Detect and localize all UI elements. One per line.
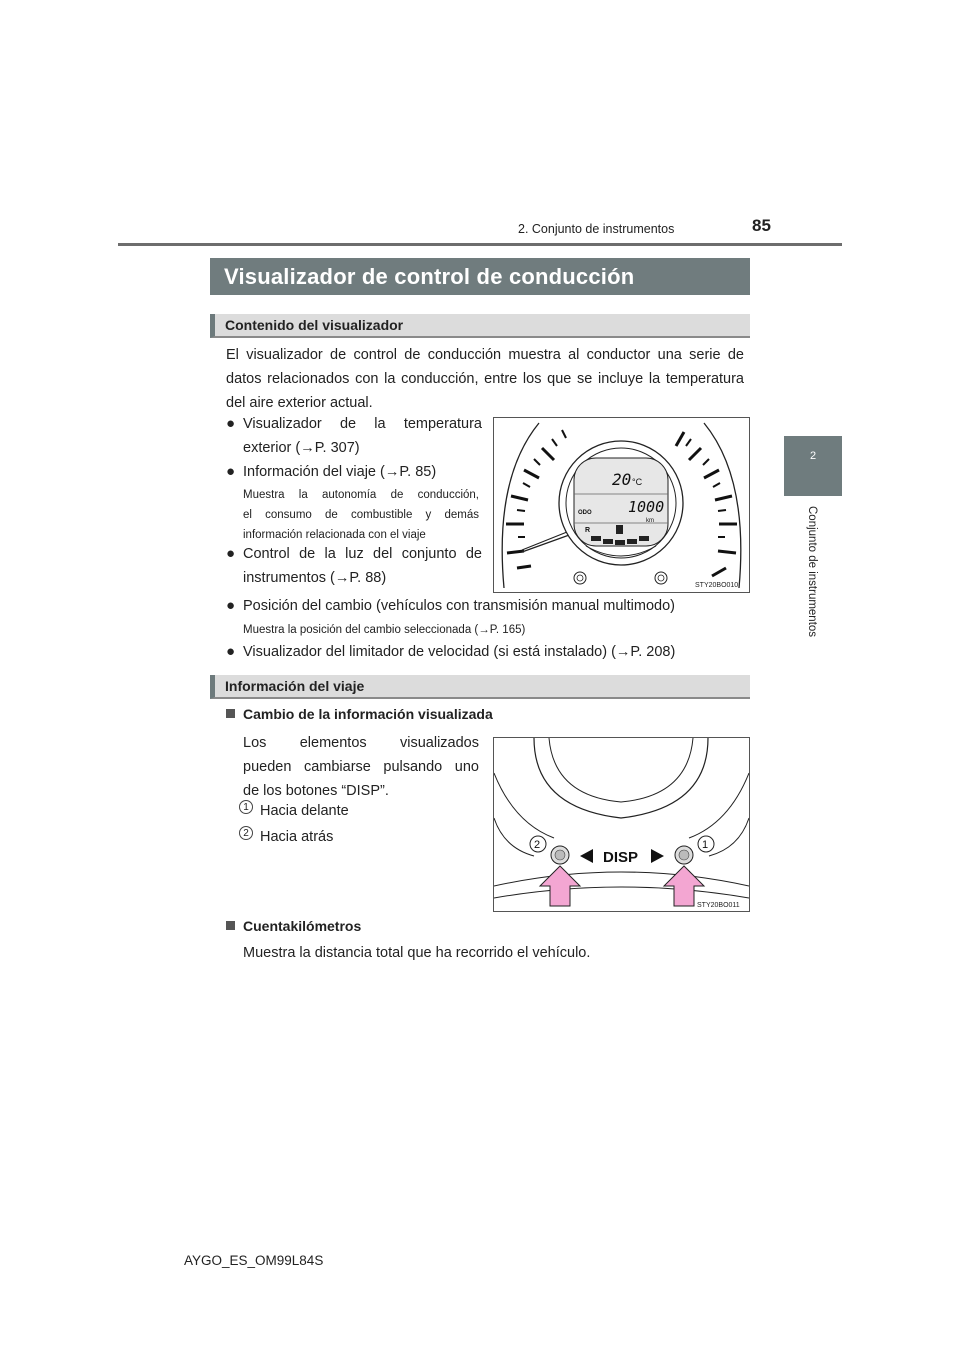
temp-unit: °C	[632, 477, 643, 487]
numbered-item-text: Hacia atrás	[260, 829, 334, 845]
fuel-pump-icon	[616, 525, 623, 534]
section-heading-display-content: Contenido del visualizador	[210, 314, 750, 338]
callout-number: 1	[702, 839, 709, 851]
disp-buttons-figure	[493, 737, 750, 912]
chapter-title: 2. Conjunto de instrumentos	[518, 222, 675, 236]
left-triangle-icon	[580, 849, 593, 863]
document-code: AYGO_ES_OM99L84S	[184, 1253, 324, 1268]
para-line: pueden cambiarse pulsando uno	[243, 759, 479, 775]
bullet-dot: ●	[226, 415, 236, 432]
press-arrow-icon	[664, 866, 704, 906]
callout-number: 2	[534, 839, 541, 851]
section-heading-trip-info: Información del viaje	[210, 675, 750, 699]
bullet-dot: ●	[226, 463, 236, 480]
number-badge: 2	[239, 826, 253, 840]
bullet-text: Visualizador de la temperatura	[243, 416, 482, 432]
bullet-dot: ●	[226, 545, 236, 562]
subheading-text: Cambio de la información visualizada	[243, 706, 493, 722]
chapter-side-label: Conjunto de instrumentos	[806, 506, 818, 638]
chapter-side-tab	[784, 436, 842, 496]
numbered-item-text: Hacia delante	[260, 803, 349, 819]
bullet-speed-limiter	[226, 640, 746, 664]
bullet-dot: ●	[226, 643, 236, 660]
figure-code: STY20BO011	[697, 902, 740, 909]
disp-buttons-illustration	[494, 738, 749, 911]
bullet-light-control	[226, 542, 482, 590]
figure-code: STY20BO010	[695, 582, 739, 589]
gear-label: R	[585, 527, 591, 534]
odo-label: ODO	[578, 510, 592, 516]
bullet-text-link[interactable]: exterior (→P. 307)	[243, 440, 360, 456]
square-bullet-icon	[226, 921, 235, 930]
bullet-text-link[interactable]: Información del viaje (→P. 85)	[243, 464, 437, 480]
right-triangle-icon	[651, 849, 664, 863]
header-divider	[118, 243, 842, 246]
instrument-cluster-figure	[493, 417, 750, 593]
odo-value: 1000	[628, 498, 665, 516]
bullet-outside-temp	[226, 412, 482, 460]
odometer-description: Muestra la distancia total que ha recorrido el vehículo.	[243, 945, 591, 961]
bullet-text: Control de la luz del conjunto de	[243, 546, 482, 562]
page-title: Visualizador de control de conducción	[210, 258, 750, 295]
subheading-text: Cuentakilómetros	[243, 918, 362, 934]
para-line: de los botones “DISP”.	[243, 783, 389, 799]
shift-note[interactable]: Muestra la posición del cambio seleccionada (→P. 165)	[243, 624, 526, 636]
para-line: Los elementos visualizados	[243, 735, 479, 751]
number-badge: 1	[239, 800, 253, 814]
bullet-text-link[interactable]: instrumentos (→P. 88)	[243, 570, 387, 586]
press-arrow-icon	[540, 866, 580, 906]
temp-value: 20	[612, 470, 632, 489]
note-line: el consumo de combustible y demás	[243, 509, 479, 521]
note-line: información relacionada con el viaje	[243, 529, 426, 541]
disp-label: DISP	[603, 849, 639, 866]
page-number: 85	[752, 216, 771, 235]
bullet-text: Posición del cambio (vehículos con transmisión manual multimodo)	[243, 598, 675, 614]
subheading-odometer	[226, 918, 361, 934]
square-bullet-icon	[226, 709, 235, 718]
note-line: Muestra la autonomía de conducción,	[243, 489, 479, 501]
disp-explanation	[243, 731, 479, 803]
subheading-change-info	[226, 706, 493, 722]
km-label: km	[646, 518, 654, 524]
intro-paragraph: El visualizador de control de conducción muestra al conductor una serie de datos relacionados con la conducción, entre los que se incluye la temperatura del aire exterior actual.	[226, 347, 744, 411]
bullet-trip-info	[226, 460, 482, 484]
instrument-cluster-illustration	[494, 418, 749, 592]
bullet-shift-position	[226, 594, 746, 618]
trip-info-note	[243, 485, 479, 545]
bullet-dot: ●	[226, 597, 236, 614]
bullet-text-link[interactable]: Visualizador del limitador de velocidad (si está instalado) (→P. 208)	[243, 644, 676, 660]
chapter-tab-number: 2	[809, 450, 817, 462]
